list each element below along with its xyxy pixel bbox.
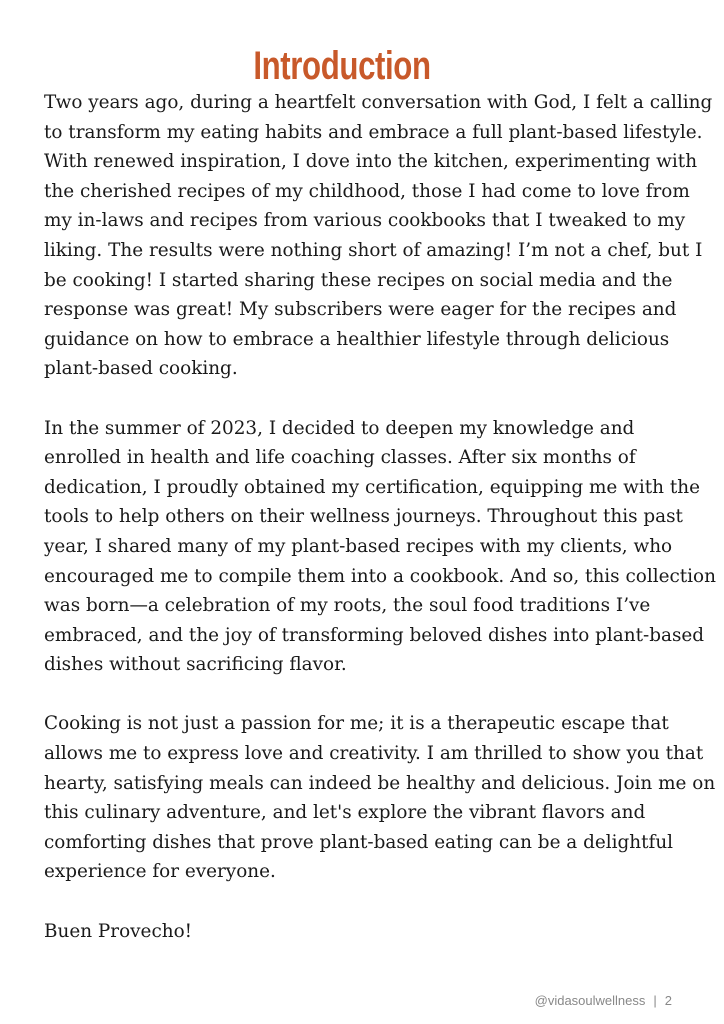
- paragraph-1: Two years ago, during a heartfelt conversation with God, I felt a calling to transform my eating habits and embrace a full plant-based lifestyle. With renewed inspiration, I dove into the kitchen, experimenting with the cherished recipes of my childhood, those I had come to love from my in-laws and recipes from various cookbooks that I tweaked to my liking. The results were nothing short of amazing! I’m not a chef, but I be cooking! I started sharing these recipes on social media and the response was great! My subscribers were eager for the recipes and guidance on how to embrace a healthier lifestyle through delicious plant-based cooking.: [44, 92, 713, 380]
- paragraph-gap: [44, 887, 716, 917]
- page-footer: [535, 993, 672, 1008]
- intro-body: [44, 88, 716, 946]
- footer-separator: |: [653, 993, 657, 1008]
- page-number: 2: [664, 993, 672, 1008]
- social-handle: @vidasoulwellness: [534, 993, 646, 1008]
- paragraph-gap: [44, 680, 716, 710]
- paragraph-gap: [44, 384, 716, 414]
- paragraph-3: Cooking is not just a passion for me; it is a therapeutic escape that allows me to express love and creativity. I am thrilled to show you that hearty, satisfying meals can indeed be healthy and delicious. Join me on this culinary adventure, and let's explore the vibrant flavors and comforting dishes that prove plant-based eating can be a delightful experience for everyone.: [44, 713, 716, 883]
- page-title: Introduction: [253, 43, 431, 88]
- paragraph-2: In the summer of 2023, I decided to deepen my knowledge and enrolled in health and life coaching classes. After six months of dedication, I proudly obtained my certification, equipping me with the tools to help others on their wellness journeys. Throughout this past year, I shared many of my plant-based recipes with my clients, who encouraged me to compile them into a cookbook. And so, this collection was born—a celebration of my roots, the soul food traditions I’ve embraced, and the joy of transforming beloved dishes into plant-based dishes without sacrificing flavor.: [44, 417, 716, 676]
- closing-line: Buen Provecho!: [44, 920, 193, 942]
